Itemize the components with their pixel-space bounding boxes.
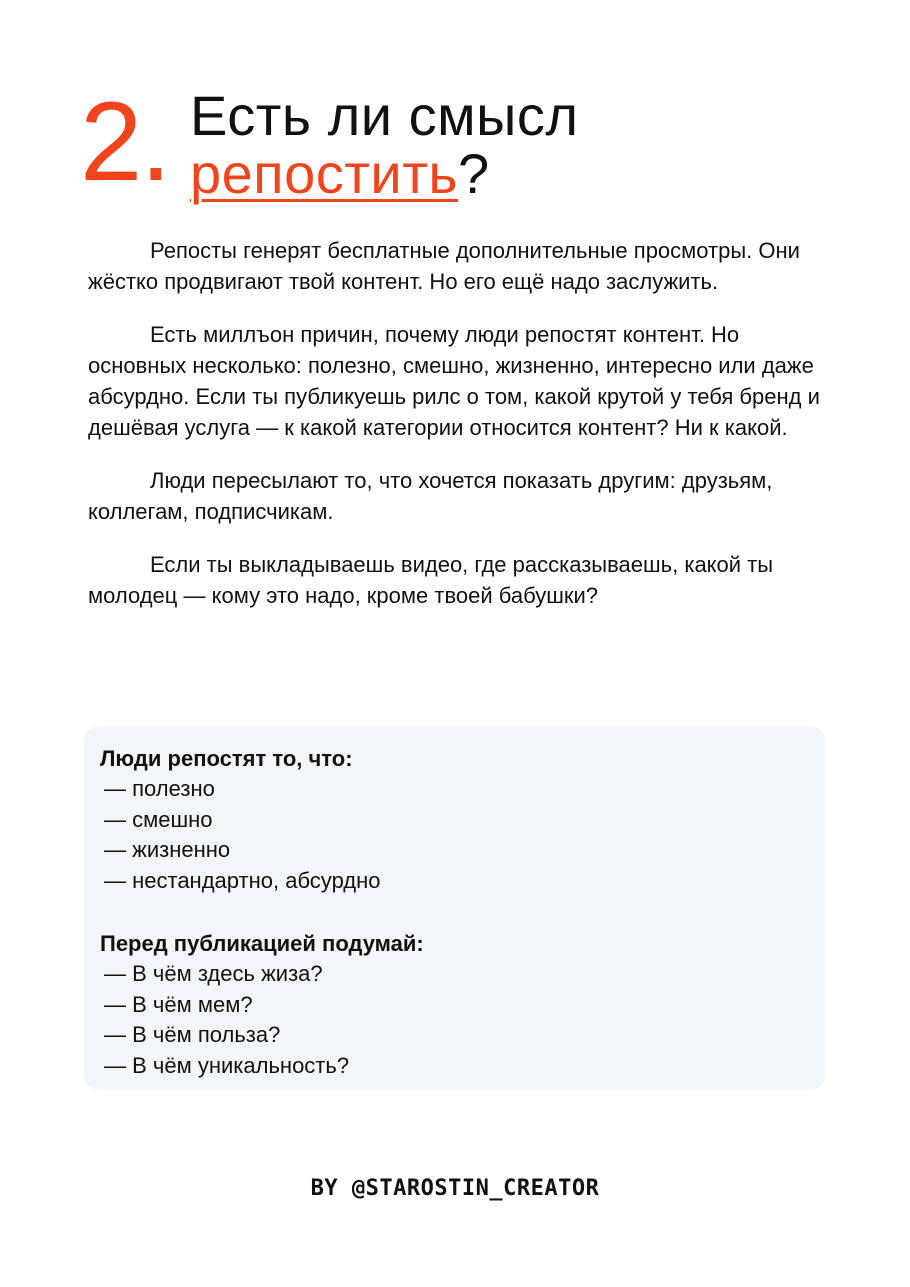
paragraph: Есть миллъон причин, почему люди репостят контент. Но основных несколько: полезно, смешно, жизненно, интересно или даже абсурдно. Если ты публикуешь рилс о том, какой крутой у тебя бренд и дешёвая услуга — к какой категории относится контент? Ни к какой. [88,322,820,440]
title-number: 2. [80,79,170,204]
list-item: — полезно [104,776,215,801]
list-item: — нестандартно, абсурдно [104,867,381,893]
list-item: — смешно [104,806,213,832]
title-accent-word: репостить [190,142,459,205]
paragraph: Репосты генерят бесплатные дополнительные просмотры. Они жёстко продвигают твой контент. Но его ещё надо заслужить. [88,238,800,294]
list-item: — жизненно [104,837,231,862]
footer-credit: BY @STAROSTIN_CREATOR [310,1176,600,1201]
section-spacer [100,896,809,929]
summary-box-content [100,744,809,1081]
section-heading-before-publishing: Перед публикацией подумай: [100,931,424,956]
list-item: — В чём мем? [104,991,253,1017]
body-text [88,235,828,633]
title-question-mark: ? [458,142,490,205]
title-line-2 [190,144,489,204]
section-heading-repost-reasons: Люди репостят то, что: [100,746,353,771]
title-line-1: Есть ли смысл [190,84,579,147]
summary-box [84,726,825,1090]
paragraph: Если ты выкладываешь видео, где рассказываешь, какой ты молодец — кому это надо, кроме твоей бабушки? [88,552,774,608]
paragraph: Люди пересылают то, что хочется показать другим: друзьям, коллегам, подписчикам. [88,468,773,524]
page-title [80,80,840,210]
list-item: — В чём уникальность? [104,1052,350,1078]
list-item: — В чём польза? [104,1022,281,1047]
list-item: — В чём здесь жиза? [104,961,323,986]
